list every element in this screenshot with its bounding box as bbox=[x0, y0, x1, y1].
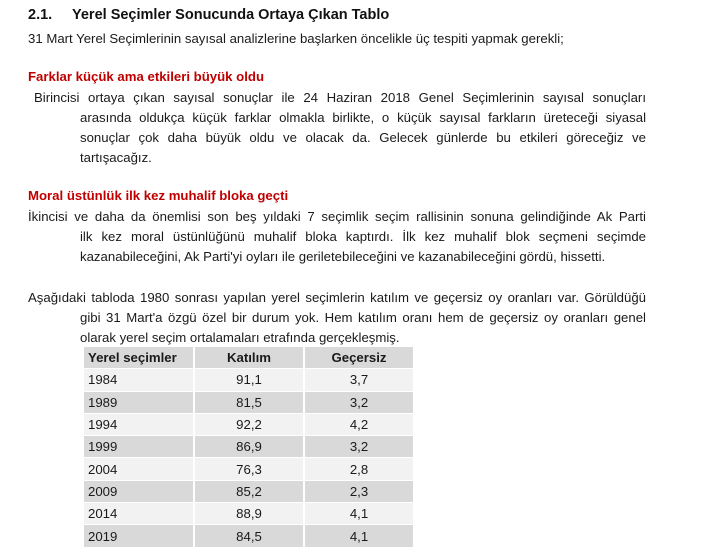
cell-turnout: 86,9 bbox=[195, 436, 303, 458]
cell-year: 2019 bbox=[84, 525, 193, 547]
cell-turnout: 76,3 bbox=[195, 458, 303, 480]
paragraph-2 bbox=[28, 207, 646, 267]
cell-year: 2014 bbox=[84, 503, 193, 525]
table-row bbox=[84, 391, 413, 413]
table-row bbox=[84, 369, 413, 391]
cell-turnout: 88,9 bbox=[195, 503, 303, 525]
paragraph-line: İkincisi ve daha da önemlisi son beş yıldaki 7 seçimlik seçim rallisinin sonuna gelindiğinde Ak Parti bbox=[28, 209, 646, 224]
paragraph-line: olarak yerel seçim ortalamaları etrafında gerçekleşmiş. bbox=[80, 330, 400, 345]
cell-invalid: 4,1 bbox=[305, 503, 413, 525]
paragraph-3 bbox=[28, 288, 646, 348]
section-title: Yerel Seçimler Sonucunda Ortaya Çıkan Tablo bbox=[72, 7, 390, 23]
paragraph-line: tartışacağız. bbox=[80, 150, 152, 165]
section-heading bbox=[28, 7, 389, 23]
paragraph-line: kazanabileceğini, Ak Parti'yi oyları ile geriletebileceğini ve kazanabileceğini gördü, hissetti. bbox=[80, 249, 606, 264]
cell-year: 2009 bbox=[84, 480, 193, 502]
cell-invalid: 4,1 bbox=[305, 525, 413, 547]
paragraph-line: arasında oldukça küçük farklar olmakla birlikte, o küçük sayısal farkların üreteceği siyasal bbox=[80, 110, 646, 125]
column-header-election: Yerel seçimler bbox=[84, 347, 193, 369]
table-row bbox=[84, 413, 413, 435]
column-header-invalid: Geçersiz bbox=[305, 347, 413, 369]
cell-invalid: 2,3 bbox=[305, 480, 413, 502]
cell-invalid: 2,8 bbox=[305, 458, 413, 480]
subheading-2: Moral üstünlük ilk kez muhalif bloka geçti bbox=[28, 188, 289, 203]
table-row bbox=[84, 480, 413, 502]
cell-year: 1984 bbox=[84, 369, 193, 391]
cell-year: 1994 bbox=[84, 413, 193, 435]
table-row bbox=[84, 525, 413, 547]
subheading-1: Farklar küçük ama etkileri büyük oldu bbox=[28, 69, 264, 84]
cell-turnout: 92,2 bbox=[195, 413, 303, 435]
table-header-row bbox=[84, 347, 413, 369]
cell-turnout: 81,5 bbox=[195, 391, 303, 413]
election-results-table bbox=[84, 347, 413, 548]
cell-turnout: 85,2 bbox=[195, 480, 303, 502]
paragraph-1 bbox=[34, 88, 646, 168]
table-row bbox=[84, 458, 413, 480]
cell-year: 2004 bbox=[84, 458, 193, 480]
table-row bbox=[84, 436, 413, 458]
cell-turnout: 84,5 bbox=[195, 525, 303, 547]
intro-text: 31 Mart Yerel Seçimlerinin sayısal analizlerine başlarken öncelikle üç tespiti yapmak gerekli; bbox=[28, 31, 564, 46]
paragraph-line: Aşağıdaki tabloda 1980 sonrası yapılan yerel seçimlerin katılım ve geçersiz oy oranları var. Görüldüğü bbox=[28, 290, 646, 305]
column-header-turnout: Katılım bbox=[195, 347, 303, 369]
cell-invalid: 3,2 bbox=[305, 391, 413, 413]
paragraph-line: sonuçlar çok daha büyük oldu ve olacak da. Gelecek günlerde bu etkileri göreceğiz ve bbox=[80, 130, 646, 145]
paragraph-line: gibi 31 Mart'a özgü özel bir durum yok. Hem katılım oranı hem de geçersiz oy oranları genel bbox=[80, 310, 646, 325]
cell-invalid: 4,2 bbox=[305, 413, 413, 435]
cell-turnout: 91,1 bbox=[195, 369, 303, 391]
section-number: 2.1. bbox=[28, 7, 53, 23]
cell-year: 1989 bbox=[84, 391, 193, 413]
cell-year: 1999 bbox=[84, 436, 193, 458]
paragraph-line: Birincisi ortaya çıkan sayısal sonuçlar ile 24 Haziran 2018 Genel Seçimlerinin sayısal sonuçları bbox=[34, 90, 646, 105]
cell-invalid: 3,7 bbox=[305, 369, 413, 391]
table-row bbox=[84, 503, 413, 525]
paragraph-line: ilk kez moral üstünlüğünü muhalif bloka kaptırdı. İlk kez muhalif blok seçmeni seçimde bbox=[80, 229, 646, 244]
cell-invalid: 3,2 bbox=[305, 436, 413, 458]
